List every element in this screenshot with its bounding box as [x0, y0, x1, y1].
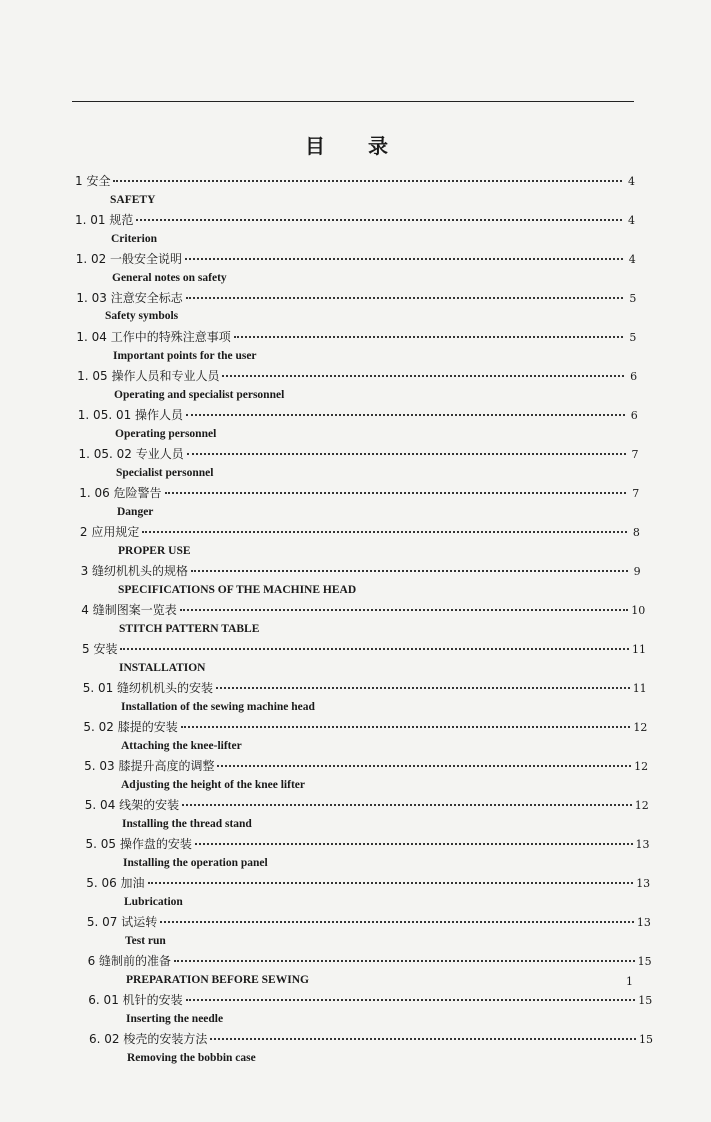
toc-entry-page: 10	[631, 604, 646, 617]
toc-entry	[79, 445, 639, 462]
dot-leader	[113, 180, 622, 182]
toc-entry-label: 1. 05. 01 操作人员	[77, 408, 184, 422]
toc-entry	[76, 328, 636, 345]
toc-entry	[75, 172, 635, 189]
page-number: 1	[626, 975, 633, 988]
toc-entry-label: 5. 03 膝提升高度的调整	[84, 759, 215, 773]
toc-entry-label: 1. 03 注意安全标志	[76, 291, 183, 305]
toc-entry-english: Removing the bobbin case	[127, 1052, 256, 1064]
toc-entry-page: 5	[629, 331, 637, 344]
toc-entry-page: 6	[630, 370, 638, 383]
dot-leader	[195, 843, 633, 845]
toc-entry-label: 3 缝纫机机头的规格	[80, 564, 189, 578]
toc-entry-page: 7	[631, 448, 639, 461]
toc-entry-page: 13	[636, 877, 651, 890]
toc-entry	[77, 367, 637, 384]
dot-leader	[210, 1038, 636, 1040]
toc-entry-english: Installing the thread stand	[122, 818, 252, 830]
toc-entry-page: 7	[632, 487, 640, 500]
toc-entry-english: General notes on safety	[112, 272, 227, 284]
toc-entry-english: Operating personnel	[115, 428, 217, 440]
toc-entry-label: 5. 07 试运转	[86, 915, 158, 929]
toc-entry	[86, 913, 651, 930]
dot-leader	[186, 999, 636, 1001]
toc-entry-label: 6 缝制前的准备	[87, 954, 172, 968]
dot-leader	[187, 453, 626, 455]
toc-entry	[76, 289, 636, 306]
dot-leader	[160, 921, 634, 923]
dot-leader	[142, 531, 627, 533]
dot-leader	[120, 648, 629, 650]
toc-entry-label: 5. 01 缝纫机机头的安装	[82, 681, 214, 695]
toc-entry	[81, 601, 646, 618]
toc-entry-page: 13	[636, 916, 651, 929]
toc-entry-page: 13	[635, 838, 650, 851]
toc-entry-label: 2 应用规定	[79, 525, 140, 539]
toc-entry-page: 11	[632, 682, 647, 695]
toc-entry-page: 6	[630, 409, 638, 422]
toc-entry-page: 5	[629, 292, 637, 305]
toc-entry-label: 1. 01 规范	[75, 213, 134, 227]
toc-entry-english: INSTALLATION	[119, 662, 206, 674]
dot-leader	[186, 297, 624, 299]
toc-entry-english: PROPER USE	[118, 545, 191, 557]
toc-entry	[78, 406, 638, 423]
header-rule	[72, 101, 634, 102]
toc-entry-page: 4	[628, 253, 636, 266]
dot-leader	[182, 804, 632, 806]
toc-entry	[89, 1030, 653, 1047]
toc-entry-label: 4 缝制图案一览表	[81, 603, 177, 617]
toc-entry-label: 5. 05 操作盘的安装	[85, 837, 192, 851]
dot-leader	[148, 882, 634, 884]
toc-entry-english: Specialist personnel	[116, 467, 214, 479]
toc-entry	[83, 718, 648, 735]
dot-leader	[216, 687, 630, 689]
toc-entry-label: 1. 02 一般安全说明	[75, 252, 183, 266]
dot-leader	[180, 609, 629, 611]
toc-entry-english: Attaching the knee-lifter	[121, 740, 242, 752]
dot-leader	[186, 414, 625, 416]
toc-entry	[75, 211, 635, 228]
toc-entry-page: 15	[637, 955, 652, 968]
toc-entry-english: PREPARATION BEFORE SEWING	[126, 974, 309, 986]
dot-leader	[165, 492, 627, 494]
toc-entry-page: 12	[634, 799, 649, 812]
toc-entry-english: Lubrication	[124, 896, 183, 908]
toc-entry-label: 6. 01 机针的安装	[88, 993, 183, 1007]
toc-entry	[81, 562, 641, 579]
toc-entry	[82, 640, 646, 657]
dot-leader	[222, 375, 624, 377]
toc-entry-label: 5. 02 膝提的安装	[83, 720, 178, 734]
toc-entry-label: 1. 05 操作人员和专业人员	[77, 369, 220, 383]
toc-entry-english: Important points for the user	[113, 350, 257, 362]
toc-entry-label: 1. 04 工作中的特殊注意事项	[76, 330, 231, 344]
toc-entry	[88, 991, 653, 1008]
toc-entry	[85, 835, 650, 852]
toc-entry-english: Installation of the sewing machine head	[121, 701, 315, 713]
toc-entry-label: 5 安装	[82, 642, 118, 656]
toc-entry-page: 8	[632, 526, 640, 539]
toc-entry	[80, 523, 640, 540]
toc-entry-label: 1. 06 危险警告	[79, 486, 162, 500]
toc-entry-english: STITCH PATTERN TABLE	[119, 623, 260, 635]
toc-entry	[86, 874, 651, 891]
toc-entry	[87, 952, 652, 969]
toc-entry-page: 4	[628, 214, 635, 227]
toc-entry-page: 15	[639, 1033, 653, 1046]
toc-entry-english: SAFETY	[110, 194, 156, 206]
toc-entry-label: 5. 06 加油	[86, 876, 145, 890]
dot-leader	[217, 765, 631, 767]
dot-leader	[234, 336, 624, 338]
toc-entry-page: 15	[638, 994, 653, 1007]
dot-leader	[191, 570, 628, 572]
dot-leader	[136, 219, 622, 221]
toc-entry-page: 12	[633, 721, 648, 734]
toc-entry-english: Criterion	[111, 233, 157, 245]
toc-entry-page: 4	[628, 175, 635, 188]
dot-leader	[174, 960, 635, 962]
toc-entry-english: SPECIFICATIONS OF THE MACHINE HEAD	[118, 584, 357, 596]
toc-entry	[84, 796, 649, 813]
toc-entry-label: 6. 02 梭壳的安装方法	[89, 1032, 208, 1046]
toc-entry-english: Danger	[117, 506, 154, 518]
toc-entry-label: 5. 04 线架的安装	[84, 798, 180, 812]
toc-entry-label: 1. 05. 02 专业人员	[78, 447, 184, 461]
toc-entry	[76, 250, 636, 267]
toc-entry-english: Installing the operation panel	[123, 857, 268, 869]
toc-entry	[84, 757, 649, 774]
toc-entry-english: Adjusting the height of the knee lifter	[121, 779, 305, 791]
page-title: 目 录	[305, 134, 406, 158]
toc-entry-page: 12	[634, 760, 649, 773]
dot-leader	[181, 726, 631, 728]
toc-entry-english: Operating and specialist personnel	[114, 389, 285, 401]
dot-leader	[185, 258, 623, 260]
toc-entry-page: 11	[632, 643, 646, 656]
toc-entry-english: Inserting the needle	[126, 1013, 224, 1025]
toc-entry	[79, 484, 639, 501]
toc-entry-english: Safety symbols	[105, 310, 179, 322]
toc-entry-english: Test run	[125, 935, 166, 947]
toc-entry-page: 9	[633, 565, 641, 578]
toc-entry	[82, 679, 647, 696]
toc-entry-label: 1 安全	[75, 174, 111, 188]
